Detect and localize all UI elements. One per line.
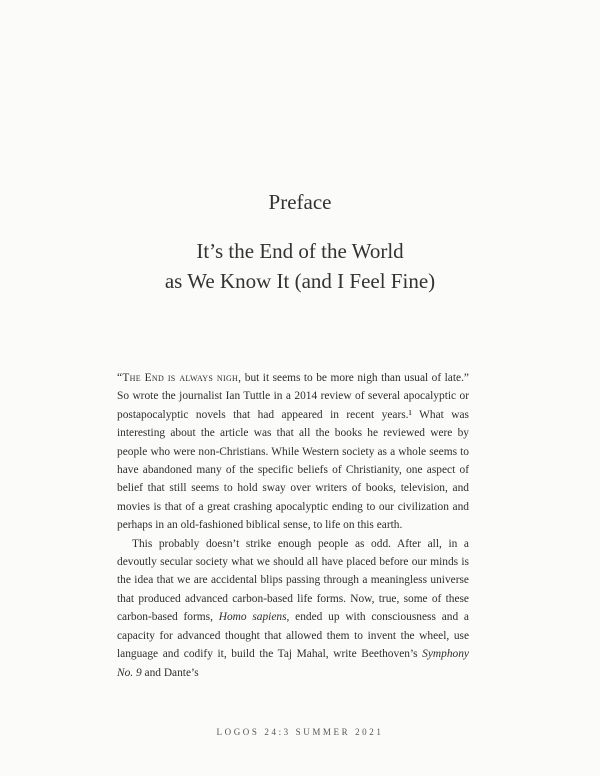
journal-footer: LOGOS 24:3 SUMMER 2021 [216, 727, 384, 737]
paragraph-1 [117, 369, 469, 535]
paragraph-2 [117, 535, 469, 682]
article-title [0, 236, 600, 296]
title-line-2: as We Know It (and I Feel Fine) [164, 269, 436, 293]
paragraph-1-text: but it seems to be more nigh than usual of late.” So wrote the journalist Ian Tuttle in a 2014 review of several apocalyptic or postapocalyptic novels that had appeared in recent years.¹ What was interesting about the article was that all the books he reviewed were by people who were non-Christians. While Western society as a whole seems to have abandoned many of the specific beliefs of Christianity, one aspect of belief that still seems to hold sway over writers of books, television, and movies is that of a great crashing apocalyptic ending to our civilization and perhaps in an old-fashioned biblical sense, to life on this earth. [117, 372, 469, 532]
paragraph-2-text-b: , ended up with consciousness and a capacity for advanced thought that allowed them to invent the wheel, use language and codify it, build the Taj Mahal, write Beethoven’s [117, 611, 469, 661]
section-heading: Preface [268, 190, 332, 214]
opening-small-caps: “The End is always nigh, [117, 372, 242, 384]
paragraph-2-text-c: and Dante’s [141, 666, 199, 679]
body-text [117, 369, 469, 682]
italic-homo-sapiens: Homo sapiens [218, 611, 287, 624]
title-line-1: It’s the End of the World [196, 239, 404, 263]
italic-symphony: Symphony No. 9 [117, 648, 469, 679]
paragraph-2-text-a: This probably doesn’t strike enough people as odd. After all, in a devoutly secular society what we should all have placed before our minds is the idea that we are accidental blips passing through a meaningless universe that produced advanced carbon-based life forms. Now, true, some of these carbon-based forms, [117, 537, 469, 624]
